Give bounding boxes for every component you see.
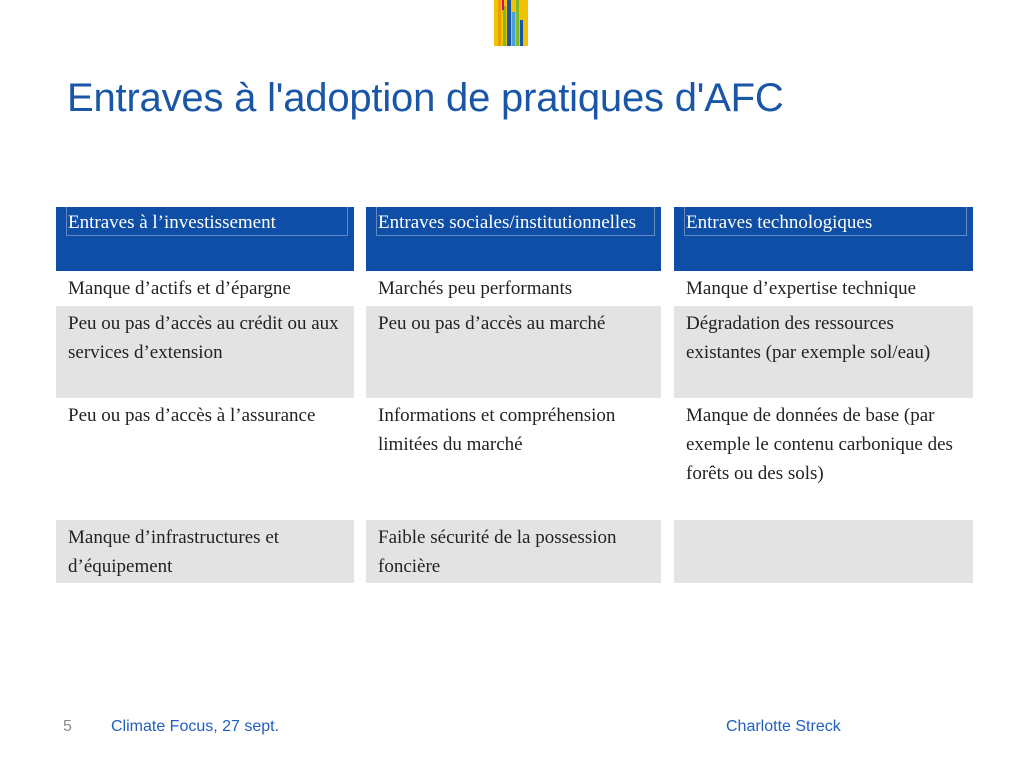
footer-author: Charlotte Streck [726, 718, 841, 735]
table-cell: Manque d’actifs et d’épargne [56, 271, 354, 306]
table-row [56, 306, 973, 398]
table-cell: Marchés peu performants [366, 271, 661, 306]
table-cell: Informations et compréhension limitées du marché [366, 398, 661, 520]
header-investment: Entraves à l’investissement [56, 207, 354, 271]
slide-title: Entraves à l'adoption de pratiques d'AFC [67, 76, 784, 120]
barriers-table [56, 207, 973, 583]
footer-organization-date: Climate Focus, 27 sept. [111, 718, 280, 735]
table-row [56, 398, 973, 520]
table-cell: Dégradation des ressources existantes (par exemple sol/eau) [674, 306, 973, 398]
table-cell: Peu ou pas d’accès à l’assurance [56, 398, 354, 520]
slide-number: 5 [63, 718, 72, 735]
table-row [56, 271, 973, 306]
header-social-institutional: Entraves sociales/institutionnelles [366, 207, 661, 271]
table-cell: Manque d’expertise technique [674, 271, 973, 306]
table-cell [674, 520, 973, 583]
header-technological: Entraves technologiques [674, 207, 973, 271]
table-cell: Manque d’infrastructures et d’équipement [56, 520, 354, 583]
table-row [56, 520, 973, 583]
table-cell: Peu ou pas d’accès au crédit ou aux services d’extension [56, 306, 354, 398]
table-cell: Peu ou pas d’accès au marché [366, 306, 661, 398]
bar-stripes-logo [494, 0, 528, 46]
table-cell: Manque de données de base (par exemple le contenu carbonique des forêts ou des sols) [674, 398, 973, 520]
table-cell: Faible sécurité de la possession foncière [366, 520, 661, 583]
table-header-row [56, 207, 973, 271]
